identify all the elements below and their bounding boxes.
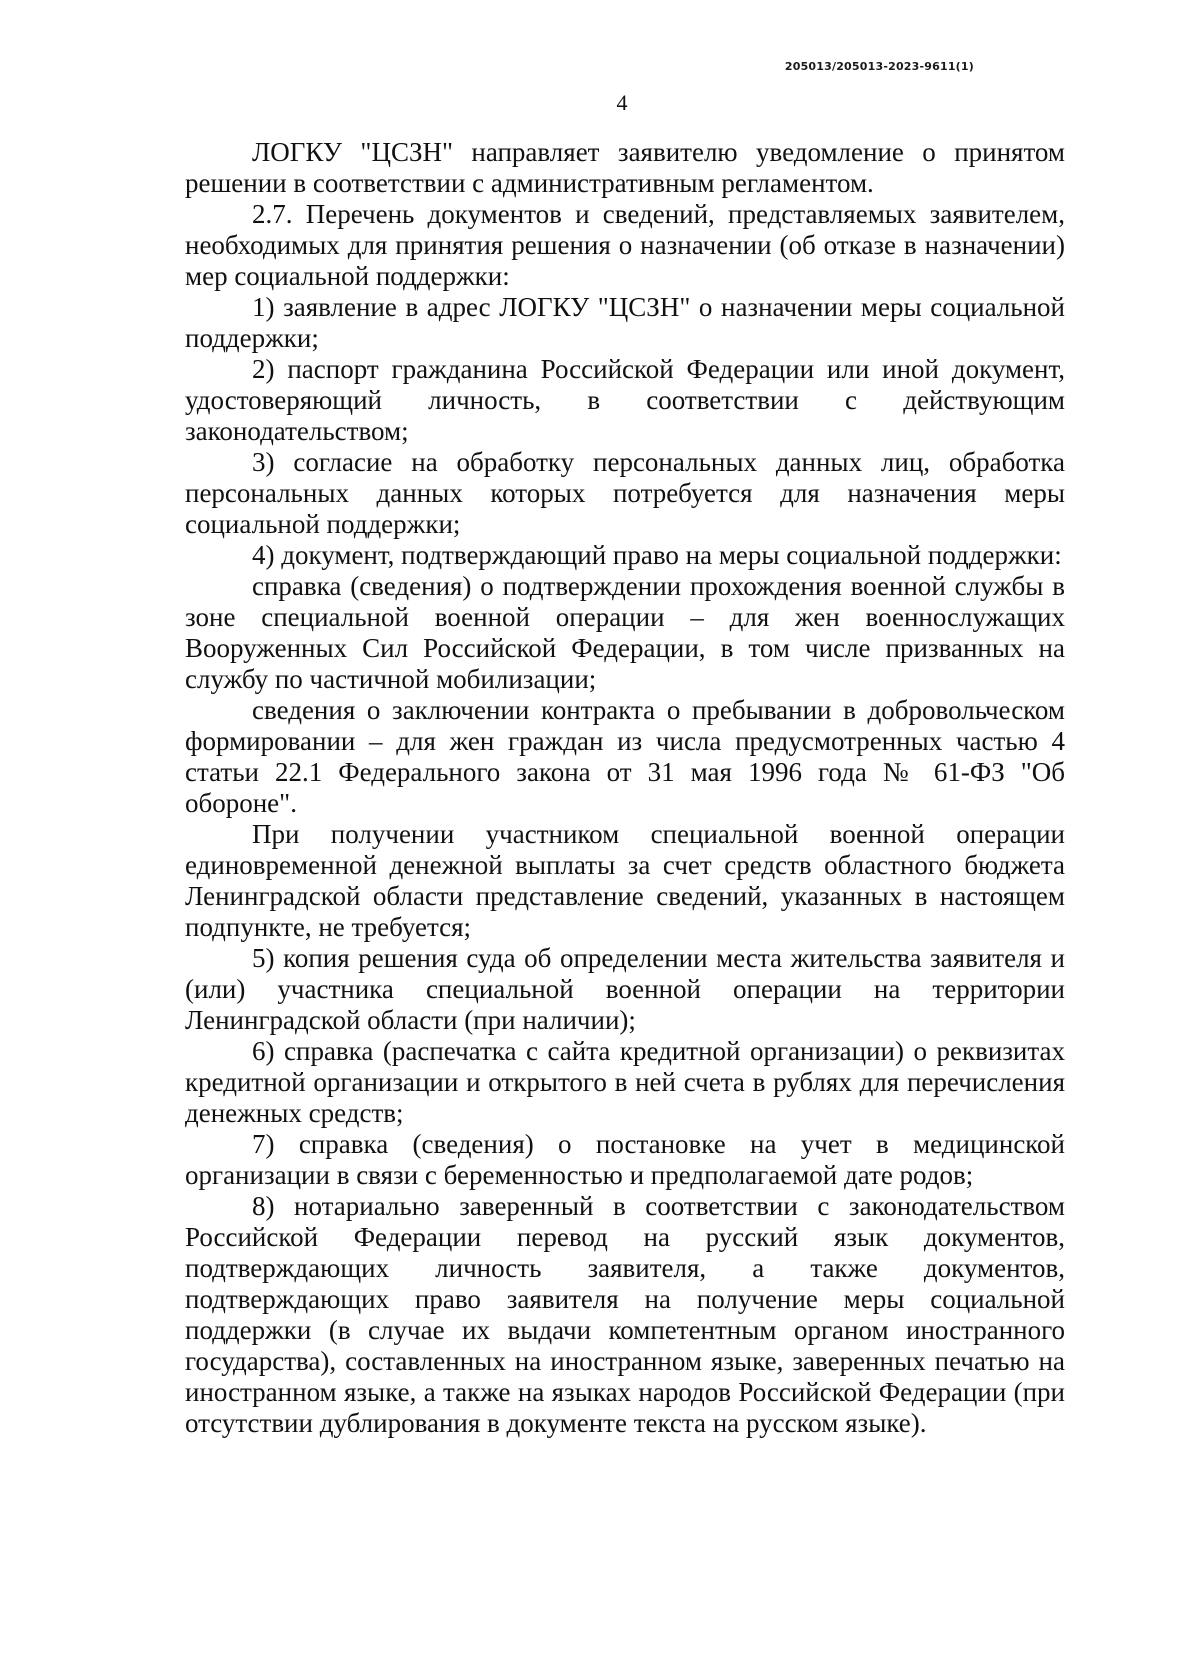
document-body	[185, 137, 1065, 1439]
paragraph-item-4-exemption: При получении участником специальной военной операции единовременной денежной выплаты за счет средств областного бюджета Ленинградской области представление сведений, указанных в настоящем подпункте, не требуется;	[185, 819, 1065, 942]
paragraph-item-4: 4) документ, подтверждающий право на меры социальной поддержки:	[252, 540, 1062, 570]
paragraph-notification: ЛОГКУ "ЦСЗН" направляет заявителю уведомление о принятом решении в соответствии с административным регламентом.	[185, 137, 1065, 198]
paragraph-item-4-contract: сведения о заключении контракта о пребывании в добровольческом формировании – для жен граждан из числа предусмотренных частью 4 статьи 22.1 Федерального закона от 31 мая 1996 года № 61-ФЗ "Об обороне".	[185, 695, 1065, 818]
paragraph-item-5: 5) копия решения суда об определении места жительства заявителя и (или) участника специальной военной операции на территории Ленинградской области (при наличии);	[185, 943, 1065, 1035]
paragraph-section-2-7: 2.7. Перечень документов и сведений, представляемых заявителем, необходимых для принятия решения о назначении (об отказе в назначении) мер социальной поддержки:	[185, 199, 1065, 291]
paragraph-item-7: 7) справка (сведения) о постановке на учет в медицинской организации в связи с беременностью и предполагаемой дате родов;	[185, 1129, 1065, 1190]
paragraph-item-2: 2) паспорт гражданина Российской Федерации или иной документ, удостоверяющий личность, в соответствии с действующим законодательством;	[185, 354, 1065, 446]
paragraph-item-8: 8) нотариально заверенный в соответствии с законодательством Российской Федерации перевод на русский язык документов, подтверждающих личность заявителя, а также документов, подтверждающих право заявителя на получение меры социальной поддержки (в случае их выдачи компетентным органом иностранного государства), составленных на иностранном языке, заверенных печатью на иностранном языке, а также на языках народов Российской Федерации (при отсутствии дублирования в документе текста на русском языке).	[185, 1191, 1065, 1438]
document-id: 205013/205013-2023-9611(1)	[784, 60, 974, 73]
paragraph-item-3: 3) согласие на обработку персональных данных лиц, обработка персональных данных которых потребуется для назначения меры социальной поддержки;	[185, 447, 1065, 539]
paragraph-item-6: 6) справка (распечатка с сайта кредитной организации) о реквизитах кредитной организации и открытого в ней счета в рублях для перечисления денежных средств;	[185, 1036, 1065, 1128]
paragraph-item-4-certificate: справка (сведения) о подтверждении прохождения военной службы в зоне специальной военной операции – для жен военнослужащих Вооруженных Сил Российской Федерации, в том числе призванных на службу по частичной мобилизации;	[185, 571, 1065, 694]
page-number: 4	[616, 90, 628, 115]
paragraph-item-1: 1) заявление в адрес ЛОГКУ "ЦСЗН" о назначении меры социальной поддержки;	[185, 292, 1065, 353]
